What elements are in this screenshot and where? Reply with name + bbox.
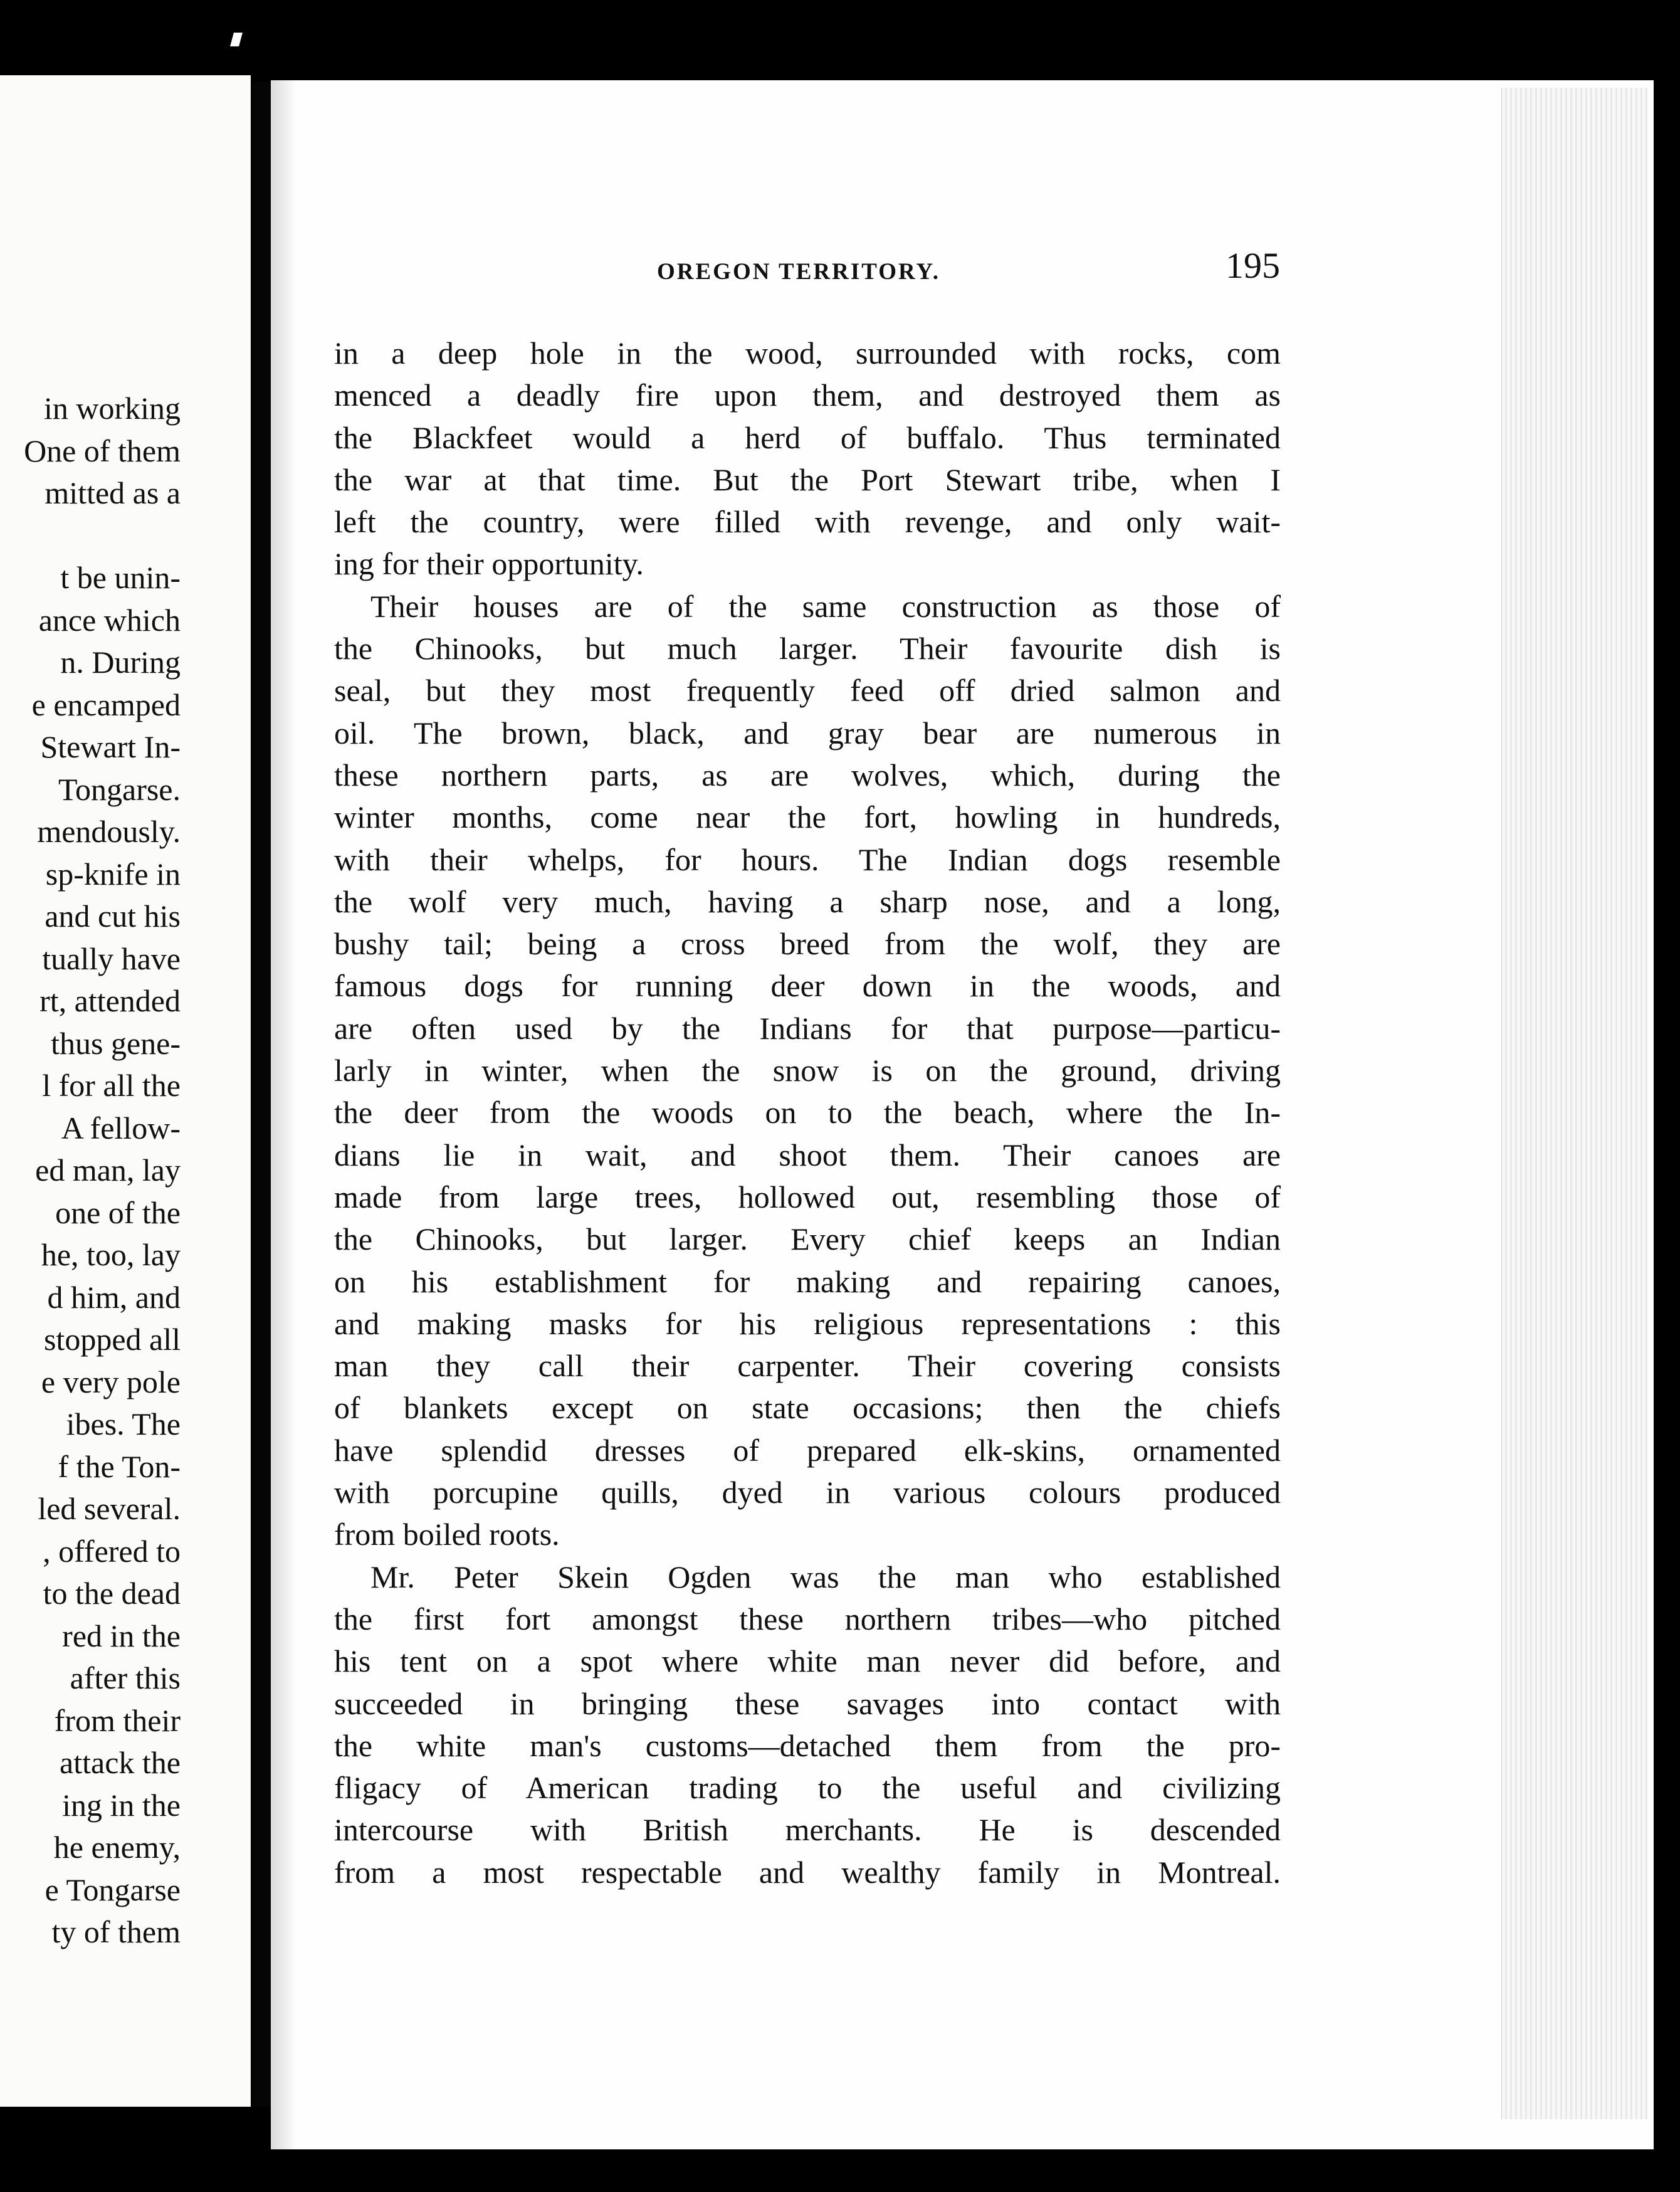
text-line: Mr. Peter Skein Ogden was the man who established [370,1559,1281,1594]
left-line: f the Ton- [58,1448,181,1484]
left-page [0,75,251,2107]
text-line: winter months, come near the fort, howling in hundreds, [334,799,1281,835]
left-line: sp-knife in [45,856,181,892]
left-line: attack the [60,1745,181,1780]
left-line: ance which [38,602,181,638]
left-line: ed man, lay [35,1152,181,1188]
scan-artifact-mark [230,33,243,46]
text-line: fligacy of American trading to the useful and civilizing [334,1770,1281,1806]
text-line: intercourse with British merchants. He is descended [334,1812,1281,1848]
left-line: ibes. The [66,1406,181,1441]
text-line: bushy tail; being a cross breed from the wolf, they are [334,926,1281,962]
text-line: from a most respectable and wealthy family in Montreal. [334,1854,1281,1890]
left-line: tually have [42,941,181,976]
text-line: the wolf very much, having a sharp nose, and a long, [334,883,1281,919]
running-title: OREGON TERRITORY. [657,259,941,285]
left-line: one of the [55,1194,181,1230]
left-line: Tongarse. [58,771,181,807]
left-line: after this [70,1660,181,1695]
text-line: man they call their carpenter. Their covering consists [334,1348,1281,1384]
page-fold-shadow [271,80,296,2149]
text-line: menced a deadly fire upon them, and destroyed them as [334,377,1281,413]
text-line: the first fort amongst these northern tribes—who pitched [334,1601,1281,1636]
text-line: the Chinooks, but much larger. Their favourite dish is [334,631,1281,667]
text-line: ing for their opportunity. [334,546,644,582]
left-line: to the dead [43,1576,181,1611]
left-line: rt, attended [39,983,181,1018]
left-line: e encamped [31,687,181,722]
text-line: in a deep hole in the wood, surrounded with rocks, com [334,335,1281,371]
left-line: A fellow- [61,1110,181,1146]
left-line: e Tongarse [45,1872,181,1907]
left-line: and cut his [45,898,181,934]
text-line: Their houses are of the same construction as those of [370,588,1281,624]
left-line: e very pole [41,1364,181,1399]
text-line: oil. The brown, black, and gray bear are numerous in [334,715,1281,751]
book-gutter [252,82,273,2107]
left-line: thus gene- [51,1025,181,1061]
page-number: 195 [1226,245,1280,286]
text-line: made from large trees, hollowed out, resembling those of [334,1179,1281,1215]
left-line: in working [43,391,181,426]
text-line: his tent on a spot where white man never did before, and [334,1643,1281,1679]
left-line: stopped all [43,1322,181,1357]
left-line: d him, and [47,1279,181,1315]
left-line: l for all the [42,1068,181,1103]
text-line: with porcupine quills, dyed in various colours produced [334,1475,1281,1510]
left-line: Stewart In- [40,729,181,764]
left-line: , offered to [43,1533,181,1569]
text-line: larly in winter, when the snow is on the ground, driving [334,1053,1281,1088]
text-line: of blankets except on state occasions; then the chiefs [334,1390,1281,1426]
left-page-text [0,387,181,1954]
text-line: and making masks for his religious representations : this [334,1305,1281,1341]
text-line: with their whelps, for hours. The Indian dogs resemble [334,841,1281,877]
left-line: he, too, lay [41,1237,181,1272]
left-line: red in the [62,1618,181,1653]
text-line: seal, but they most frequently feed off dried salmon and [334,673,1281,709]
left-line: mendously. [37,814,181,849]
text-line: succeeded in bringing these savages into contact with [334,1685,1281,1721]
text-line: left the country, were filled with revenge, and only wait- [334,504,1281,540]
left-line: n. During [60,645,181,680]
left-line: One of them [24,433,181,468]
left-line: from their [54,1702,181,1738]
page-edges [1501,88,1647,2119]
left-line: t be unin- [60,560,181,595]
left-line: mitted as a [45,475,181,510]
left-line: ty of them [51,1914,181,1949]
text-line: these northern parts, as are wolves, which, during the [334,757,1281,793]
page-body-text [334,332,1281,1894]
text-line: on his establishment for making and repairing canoes, [334,1263,1281,1299]
text-line: the deer from the woods on to the beach, where the In- [334,1095,1281,1130]
left-line: led several. [38,1491,181,1526]
left-line-gap [0,515,181,557]
text-line: from boiled roots. [334,1517,560,1552]
text-line: have splendid dresses of prepared elk-skins, ornamented [334,1432,1281,1468]
text-line: the war at that time. But the Port Stewart tribe, when I [334,461,1281,497]
left-line: ing in the [62,1787,181,1823]
text-line: the Chinooks, but larger. Every chief keeps an Indian [334,1221,1281,1257]
left-line: he enemy, [53,1830,181,1865]
text-line: the Blackfeet would a herd of buffalo. Thus terminated [334,419,1281,455]
text-line: are often used by the Indians for that purpose—particu- [334,1010,1281,1046]
text-line: famous dogs for running deer down in the woods, and [334,968,1281,1004]
text-line: dians lie in wait, and shoot them. Their canoes are [334,1137,1281,1172]
text-line: the white man's customs—detached them from the pro- [334,1727,1281,1763]
